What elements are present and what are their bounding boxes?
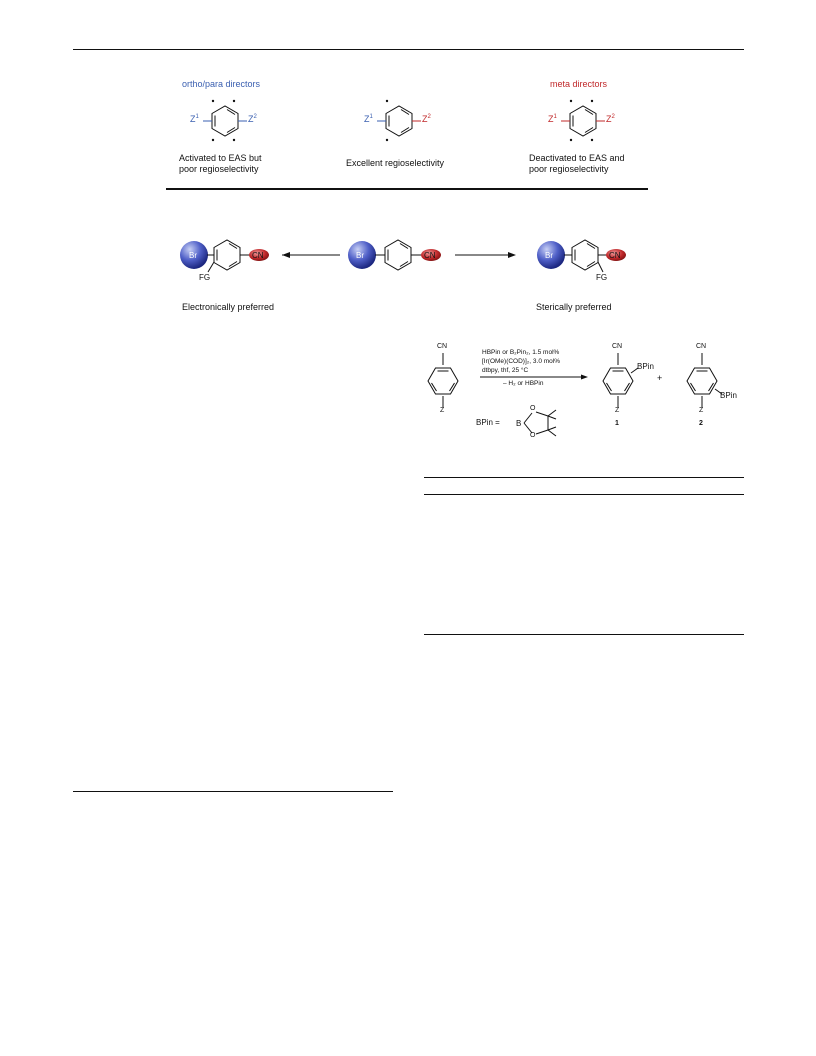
br-label-middle: Br [356,251,364,260]
starting-material [428,353,458,407]
fg-label-left: FG [199,273,211,282]
electronic-caption: Electronically preferred [182,302,275,312]
meta-heading: meta directors [550,79,608,89]
product-1 [603,353,638,407]
oxygen-top: O [530,405,536,412]
cond-line-2: [Ir(OMe)(COD)]₂, 3.0 mol% [482,358,560,365]
p1-z: Z [615,407,620,414]
p1-cn: CN [612,343,623,350]
br-label-right: Br [545,251,553,260]
cn-label-right: CN [609,251,621,260]
sm-z: Z [440,407,445,414]
right-caption-1: Deactivated to EAS and [529,153,625,163]
oxygen-bottom: O [530,432,536,439]
compound-1-label: 1 [615,420,619,427]
z2-middle: $Z^2$ [422,114,431,124]
left-caption-1: Activated to EAS but [179,153,262,163]
left-caption-2: poor regioselectivity [179,164,259,174]
cond-line-1: HBPin or B₂Pin₂, 1.5 mol% [482,349,560,356]
cond-line-3: dtbpy, thf, 25 °C [482,367,529,374]
p2-z: Z [699,407,704,414]
z1-right: $Z^1$ [548,114,557,124]
bpin-definition: BPin = [476,418,500,427]
plus-sign: + [657,373,663,383]
reaction-arrow [480,375,588,380]
ortho-para-heading: ortho/para directors [182,79,261,89]
middle-caption: Excellent regioselectivity [346,158,445,168]
boron-atom: B [516,419,522,428]
p1-bpin: BPin [637,362,654,371]
p2-cn: CN [696,343,707,350]
product-2 [687,353,722,407]
compound-2-label: 2 [699,420,703,427]
br-label-left: Br [189,251,197,260]
bpin-structure [524,410,556,436]
cn-label-middle: CN [424,251,436,260]
sm-cn: CN [437,343,448,350]
cn-label-left: CN [252,251,264,260]
p2-bpin: BPin [720,391,737,400]
cond-line-4: – H₂ or HBPin [503,380,544,387]
z1-left: $Z^1$ [190,114,199,124]
z2-right: $Z^2$ [606,114,615,124]
right-caption-2: poor regioselectivity [529,164,609,174]
z2-left: $Z^2$ [248,114,257,124]
steric-caption: Sterically preferred [536,302,612,312]
fg-label-right: FG [596,273,608,282]
z1-middle: $Z^1$ [364,114,373,124]
